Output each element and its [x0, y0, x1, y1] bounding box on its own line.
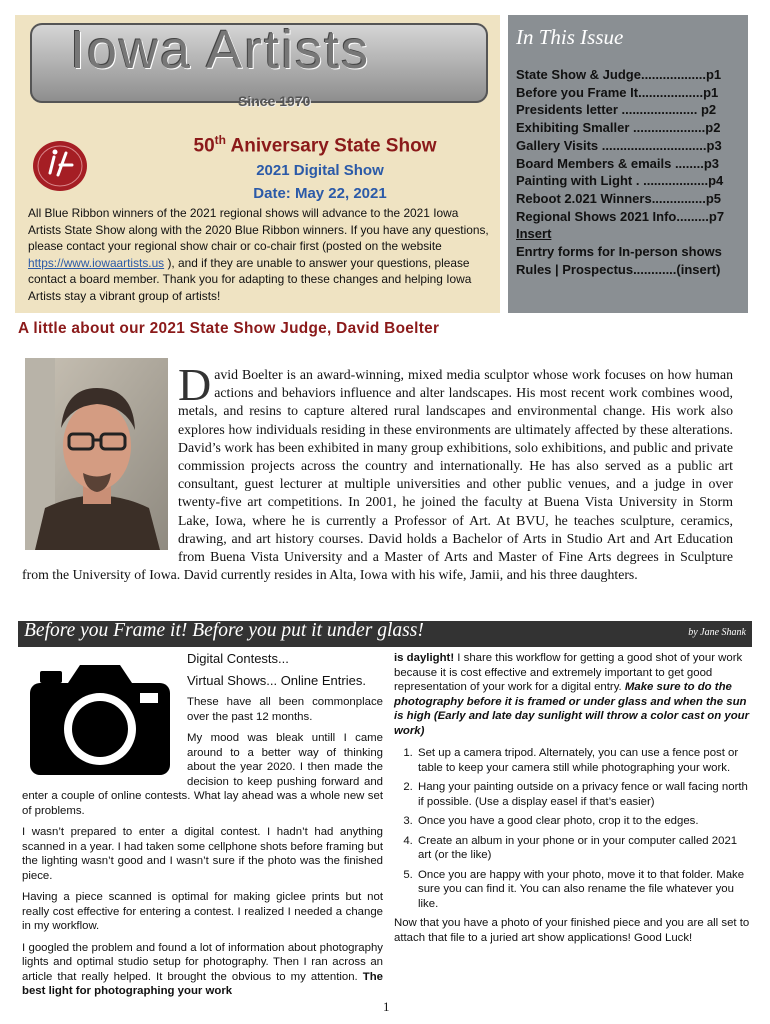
paragraph: Having a piece scanned is optimal for making giclee prints but not really cost effective for entering a contest. I realized I needed a change in my workflow.	[22, 891, 383, 932]
paragraph: I wasn’t prepared to enter a digital contest. I hadn’t had anything scanned in a year. I had taken some cellphone shots before framing but the lighting wasn’t good and I wasn’t sure if the photo was the finished piece.	[22, 826, 383, 882]
paragraph: is daylight! I share this workflow for getting a good shot of your work because it is cost effective and extremely important to get good representation of your work for a digital entry. Make sure to do the photography before it is framed or under glass and when the sun is high (Early and late day sunlight will throw a color cast on your work)	[394, 652, 750, 737]
iowa-artists-emblem-icon	[30, 135, 90, 195]
list-item: 1. Set up a camera tripod. Alternately, you can use a fence post or table to keep your camera still while photographing your work.	[416, 746, 751, 775]
paragraph: These have all been commonplace over the past 12 months.	[187, 696, 383, 723]
masthead-title: Iowa Artists	[70, 20, 371, 80]
masthead-panel	[15, 15, 500, 313]
state-show-title: 50th Aniversary State Show	[193, 133, 437, 157]
toc-title: In This Issue	[516, 25, 624, 49]
toc-item-reboot-winners[interactable]: Reboot 2.021 Winners...............p5	[516, 190, 722, 206]
lead-digital-contests: Digital Contests...	[187, 651, 289, 666]
toc-item-board-members[interactable]: Board Members & emails ........p3	[516, 155, 720, 171]
judge-heading: A little about our 2021 State Show Judge, David Boelter	[18, 320, 440, 337]
judge-bio-body: avid Boelter is an award-winning, mixed media sculptor whose work focuses on how human actions and behaviors influence and alter landscapes. His most recent work combines wood, metals, and resins to capture altered rural landscapes and environmental change. His work also explores how individuals residing in these environments are ultimately affected by these alterations. David’s work has been exhibited in many group exhibitions, solo exhibitions, and public and private commission projects across the country and internationally. He has also served as a public art consultant, guest lecturer at multiple universities and other public venues, and a judge in over twenty-five art competitions. In 2001, he joined the faculty at Buena Vista University in Storm Lake, Iowa, where he is currently a Professor of Art. At BVU, he teaches sculpture, ceramics, drawing, and art history courses. David holds a Bachelor of Arts in Studio Art and Art Education from Buena Vista University and a Master of Arts and Master of Fine Arts degrees in Sculpture from the University of Iowa. David currently resides in Alta, Iowa with his wife, Jamii, and his three daughters.	[22, 367, 733, 583]
digital-show-subtitle: 2021 Digital Show	[256, 162, 384, 179]
list-item: 4. Create an album in your phone or in your computer called 2021 art (or the like)	[416, 834, 751, 863]
website-link[interactable]: https://www.iowaartists.us	[28, 255, 165, 270]
toc-item-insert[interactable]: Insert	[516, 226, 552, 242]
in-this-issue-panel	[508, 15, 748, 313]
judge-bio	[22, 359, 733, 584]
toc-item-frame-it[interactable]: Before you Frame It..................p1	[516, 84, 719, 100]
frame-article-banner	[18, 621, 752, 647]
paragraph: My mood was bleak untill I came around to a better way of thinking about the year 2020. I then made the decision to keep pushing forward and enter a couple of online contests. What lay ahead was a whole new set of problems.	[22, 732, 383, 817]
list-item: 5. Once you are happy with your photo, move it to that folder. Make sure you can find it. You can also rename the file whatever you like.	[416, 868, 751, 912]
masthead-logo	[30, 20, 488, 109]
toc-item-regional-shows[interactable]: Regional Shows 2021 Info.........p7	[516, 208, 725, 224]
page-number: 1	[383, 999, 390, 1014]
toc-list	[516, 66, 744, 278]
frame-article-right-column	[394, 651, 751, 953]
list-item: 2. Hang your painting outside on a privacy fence or wall facing north if possible. (Use a display easel if that’s easier)	[416, 780, 751, 809]
toc-item-state-show[interactable]: State Show & Judge..................p1	[516, 67, 722, 82]
toc-item-painting-light[interactable]: Painting with Light . ..................p4	[516, 173, 724, 189]
toc-item-entry-forms[interactable]: Enrtry forms for In-person shows	[516, 244, 722, 260]
frame-article-byline: by Jane Shank	[688, 627, 746, 638]
paragraph: Now that you have a photo of your finished piece and you are all set to attach that file to a juried art show applications! Good Luck!	[394, 917, 750, 944]
steps-list	[394, 746, 751, 911]
show-date: Date: May 22, 2021	[253, 185, 387, 202]
frame-article-left-column	[22, 651, 383, 1006]
announcement-body: All Blue Ribbon winners of the 2021 regional shows will advance to the 2021 Iowa Artists State Show along with the 2020 Blue Ribbon winners. If you have any questions, please contact your regional show chair or co-chair first (posted on the website https://www.iowaartists.us ), and if they are unable to answer your questions, please contact a board member. Thank you for adapting to these changes and helping Iowa Artists stay a vibrant group of artists!	[28, 206, 489, 303]
frame-article-title: Before you Frame it! Before you put it under glass!	[24, 620, 424, 641]
toc-item-gallery-visits[interactable]: Gallery Visits .............................p3	[516, 137, 722, 153]
masthead-since: Since 1970	[238, 93, 311, 109]
toc-item-exhibiting-smaller[interactable]: Exhibiting Smaller ....................p2	[516, 120, 721, 136]
lead-virtual-shows: Virtual Shows... Online Entries.	[187, 673, 366, 688]
toc-item-rules-prospectus[interactable]: Rules | Prospectus............(insert)	[516, 261, 721, 277]
paragraph: I googled the problem and found a lot of information about photography lights and optimal studio setup for photography. Then I ran across an article that really helped. It brought the obvious to my attention. The best light for photographing your work	[22, 941, 383, 997]
toc-item-presidents-letter[interactable]: Presidents letter ..................... p2	[516, 102, 717, 118]
list-item: 3. Once you have a good clear photo, crop it to the edges.	[416, 814, 751, 829]
judge-bio-dropcap: D	[178, 359, 212, 410]
